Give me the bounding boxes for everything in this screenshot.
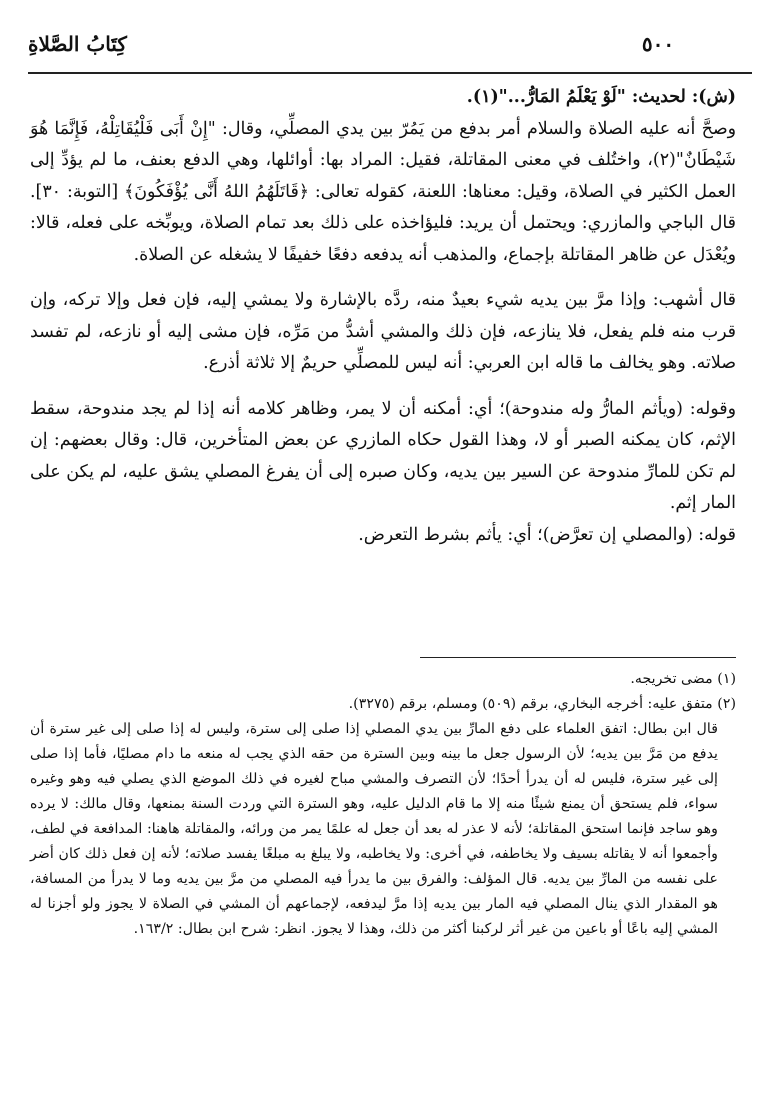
commentary-opening: (ش): لحديث: "لَوْ يَعْلَمُ المَارُّ..."(١). (466, 87, 736, 107)
header-divider (28, 72, 752, 74)
running-title: كِتَابُ الصَّلاةِ (28, 32, 127, 56)
paragraph-ashhab: قال أشهب: وإذا مرَّ بين يديه شيء بعيدٌ منه، ردَّه بالإشارة ولا يمشي إليه، فإن فعل وإلا تركه، وإن قرب منه فلم يفعل، فلا ينازعه، فإن ذلك والمشي أشدُّ من مَرِّه، فإن مشى إليه أو نازعه، لم تفسد صلاته. وهو يخالف ما قاله ابن العربي: أنه ليس للمصلِّي حريمٌ إلا ثلاثة أذرع. (30, 290, 736, 373)
paragraph-worshipper-exposure: قوله: (والمصلي إن تعرَّض)؛ أي: يأثم بشرط التعرض. (358, 524, 736, 545)
page-number: ٥٠٠ (641, 32, 675, 56)
page-header (28, 30, 752, 70)
paragraph-pushing-passerby: وصحَّ أنه عليه الصلاة والسلام أمر بدفع من يَمُرّ بين يدي المصلِّي، وقال: "إِنْ أَبَى فَلْيُقَاتِلْهُ، فَإِنَّمَا هُوَ شَيْطَانٌ"(٢)، واختُلف في معنى المقاتلة، فقيل: المراد بها: أوائلها، وهي الدفع بعنف، ما لم يؤدِّ إلى العمل الكثير في الصلاة، وقيل: معناها: اللعنة، كقوله تعالى: ﴿قَاتَلَهُمُ اللهُ أَنَّى يُؤْفَكُونَ﴾ [التوبة: ٣٠]. قال الباجي والمازري: ويحتمل أن يريد: فليؤاخذه على ذلك بعد تمام الصلاة، ويوبِّخه على فعله، قالا: ويُعْدَل عن ظاهر المقاتلة بإجماع، والمذهب أنه يدفعه دفعًا خفيفًا لا يشغله عن الصلاة. (30, 118, 736, 265)
footnote-divider (420, 657, 736, 658)
footnote-2-commentary: قال ابن بطال: اتفق العلماء على دفع المارِّ بين يدي المصلي إذا صلى إلى سترة، وليس له إذا صلى إلى غير سترة أن يدفع من مَرَّ بين يديه؛ لأن الرسول جعل ما بينه وبين السترة من حقه الذي يجب له منعه ما دام مصليًا، فأما إذا صلى إلى غير سترة، فليس له أن يدرأ أحدًا؛ لأن التصرف والمشي مباح لغيره في ذلك الموضع الذي يصلي فيه وهو وغيره سواء، فلم يستحق أن يمنع شيئًا منه إلا ما قام الدليل عليه، وهو السترة التي وردت السنة بمنعها، وقال مالك: لا يرده وهو ساجد فإنما استحق المقاتلة؛ لأنه لا عذر له بعد أن جعل له علمًا يمر من ورائه، والمقاتلة هاهنا: المدافعة في لطف، وأجمعوا أنه لا يقاتله بسيف ولا يخاطفه، في أخرى: ولا يخاطبه، ولا يبلغ به مبلغًا يفسد صلاته؛ لأنه إن فعل ذلك كان أضر على نفسه من المارِّ بين يديه. قال المؤلف: والفرق بين ما يدرأ فيه المصلي من مرَّ بين يديه وما لا يدرأ من المسافة، هو المقدار الذي ينال المصلي فيه المار بين يديه إذا مرَّ ليدفعه، لإجماعهم أن المشي في الصلاة لا يجوز ولو أجزنا له المشي إليه باعًا أو باعين من غير أثر لركبنا أكثر من ذلك، وهذا لا يجوز. انظر: شرح ابن بطال: ١٦٣/٢. (30, 721, 718, 937)
main-text (30, 82, 736, 551)
footnote-1: (١) مضى تخريجه. (630, 671, 736, 687)
footnote-2: (٢) متفق عليه: أخرجه البخاري، برقم (٥٠٩) ومسلم، برقم (٣٢٧٥). (348, 696, 736, 712)
paragraph-passerby-sin: وقوله: (ويأثم المارُّ وله مندوحة)؛ أي: أمكنه أن لا يمر، وظاهر كلامه أنه إذا لم يجد مندوحة، سقط الإثم، كان يمكنه الصبر أو لا، وهذا القول حكاه المازري عن بعض المتأخرين، قال: وقال بعضهم: إن لم تكن للمارِّ مندوحة عن السير بين يديه، وكان صبره إلى أن يفرغ المصلي يشق عليه، لم يكن على المار إثم. (30, 398, 736, 513)
footnotes (30, 667, 736, 942)
